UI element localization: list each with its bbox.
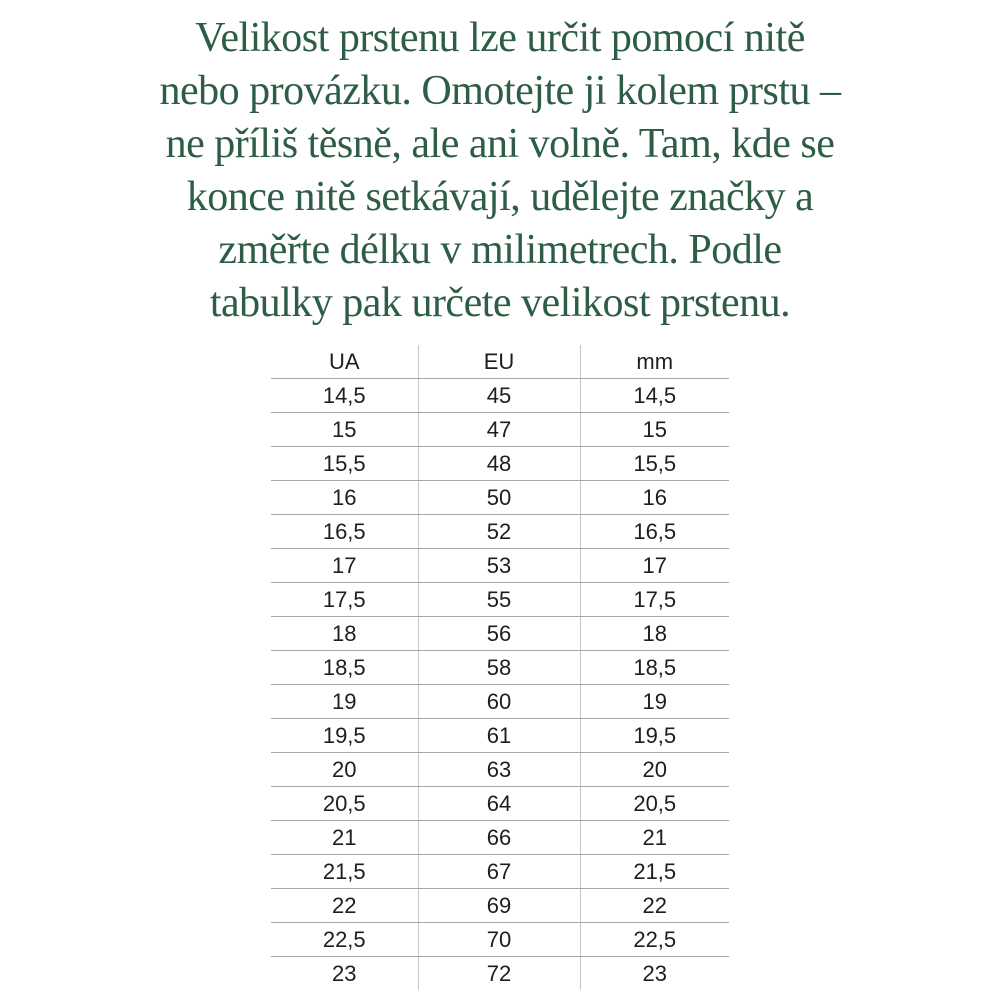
table-row bbox=[271, 923, 729, 957]
table-cell: 17 bbox=[580, 549, 729, 583]
intro-line: konce nitě setkávají, udělejte značky a bbox=[186, 174, 814, 220]
table-cell: 70 bbox=[418, 923, 580, 957]
table-cell: 45 bbox=[418, 379, 580, 413]
table-cell: 55 bbox=[418, 583, 580, 617]
table-cell: 21 bbox=[580, 821, 729, 855]
table-cell: 18,5 bbox=[580, 651, 729, 685]
table-cell: 23 bbox=[642, 960, 667, 986]
table-cell: 22 bbox=[271, 889, 418, 923]
intro-line: tabulky pak určete velikost prstenu. bbox=[209, 280, 791, 326]
table-cell: 16 bbox=[271, 481, 418, 515]
table-row bbox=[271, 821, 729, 855]
intro-line: Velikost prstenu lze určit pomocí nitě bbox=[195, 15, 805, 61]
table-row bbox=[271, 617, 729, 651]
table-cell: 63 bbox=[418, 753, 580, 787]
intro-line: změřte délku v milimetrech. Podle bbox=[218, 227, 782, 273]
column-header: EU bbox=[418, 345, 580, 379]
table-cell: 16 bbox=[580, 481, 729, 515]
table-cell: 19,5 bbox=[271, 719, 418, 753]
table-cell: 14,5 bbox=[580, 379, 729, 413]
column-header: mm bbox=[580, 345, 729, 379]
table-cell: 67 bbox=[418, 855, 580, 889]
table-cell: 66 bbox=[418, 821, 580, 855]
table-cell: 69 bbox=[418, 889, 580, 923]
table-cell: 20,5 bbox=[271, 787, 418, 821]
table-row bbox=[271, 719, 729, 753]
table-cell: 15,5 bbox=[271, 447, 418, 481]
table-row bbox=[271, 685, 729, 719]
table-row bbox=[271, 889, 729, 923]
table-cell: 50 bbox=[418, 481, 580, 515]
table-cell: 19 bbox=[580, 685, 729, 719]
table-row bbox=[271, 515, 729, 549]
table-cell: 18,5 bbox=[271, 651, 418, 685]
table-row bbox=[271, 379, 729, 413]
table-cell: 17 bbox=[271, 549, 418, 583]
table-cell: 53 bbox=[418, 549, 580, 583]
table-cell: 20 bbox=[580, 753, 729, 787]
intro-line: nebo provázku. Omotejte ji kolem prstu – bbox=[159, 68, 841, 114]
table-cell: 20,5 bbox=[580, 787, 729, 821]
column-header: UA bbox=[271, 345, 418, 379]
table-cell: 72 bbox=[418, 957, 580, 991]
table-row bbox=[271, 583, 729, 617]
table-row bbox=[271, 447, 729, 481]
table-cell: 23 bbox=[332, 960, 357, 986]
table-cell: 61 bbox=[418, 719, 580, 753]
table-cell: 17,5 bbox=[271, 583, 418, 617]
table-row bbox=[271, 481, 729, 515]
intro-text bbox=[0, 12, 1000, 330]
table-row bbox=[271, 549, 729, 583]
table-cell: 21 bbox=[271, 821, 418, 855]
table-cell: 47 bbox=[418, 413, 580, 447]
table-cell: 58 bbox=[418, 651, 580, 685]
table-row bbox=[271, 753, 729, 787]
table-row bbox=[271, 413, 729, 447]
table-cell: 22,5 bbox=[580, 923, 729, 957]
table-cell: 21,5 bbox=[271, 855, 418, 889]
table-cell: 21,5 bbox=[580, 855, 729, 889]
table-cell: 16,5 bbox=[271, 515, 418, 549]
table-cell: 18 bbox=[271, 617, 418, 651]
table-cell: 15 bbox=[580, 413, 729, 447]
table-cell: 18 bbox=[580, 617, 729, 651]
table-header-row bbox=[271, 345, 729, 379]
table-cell: 56 bbox=[418, 617, 580, 651]
table-cell: 19 bbox=[271, 685, 418, 719]
table-cell: 22,5 bbox=[271, 923, 418, 957]
table-cell: 15,5 bbox=[580, 447, 729, 481]
table-cell: 19,5 bbox=[580, 719, 729, 753]
table-cell: 52 bbox=[418, 515, 580, 549]
table-row bbox=[271, 855, 729, 889]
table-cell: 20 bbox=[271, 753, 418, 787]
table-row bbox=[271, 957, 729, 991]
ring-size-table bbox=[271, 345, 729, 990]
table-row bbox=[271, 787, 729, 821]
intro-line: ne příliš těsně, ale ani volně. Tam, kde se bbox=[165, 121, 835, 167]
table-cell: 16,5 bbox=[580, 515, 729, 549]
table-row bbox=[271, 651, 729, 685]
table-cell: 15 bbox=[271, 413, 418, 447]
table-cell: 64 bbox=[418, 787, 580, 821]
table-cell: 60 bbox=[418, 685, 580, 719]
table-cell: 17,5 bbox=[580, 583, 729, 617]
table-cell: 22 bbox=[580, 889, 729, 923]
table-cell: 48 bbox=[418, 447, 580, 481]
table-cell: 14,5 bbox=[271, 379, 418, 413]
